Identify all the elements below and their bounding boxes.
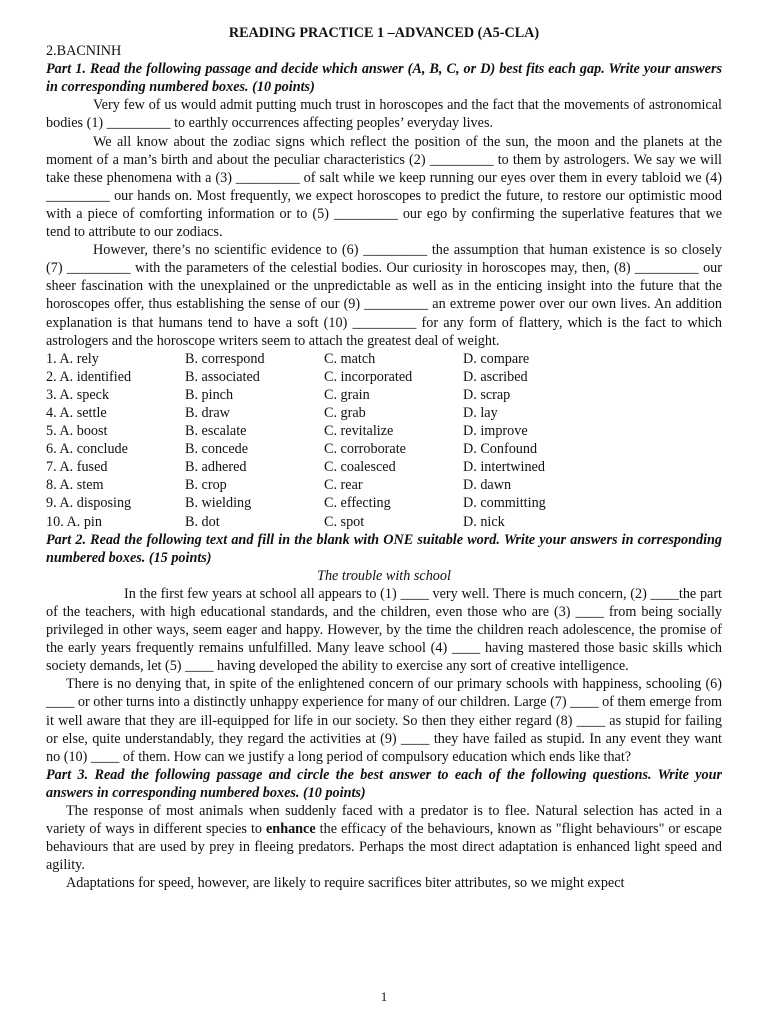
option-b: B. crop — [185, 477, 227, 494]
page-number: 1 — [380, 989, 388, 1004]
option-row — [46, 368, 722, 386]
school-label: 2.BACNINH — [46, 43, 122, 60]
option-b: B. wielding — [185, 495, 252, 512]
part1-paragraph-1: Very few of us would admit putting much trust in horoscopes and the fact that the movements of astronomical bodies (1) _________ to earthly occurrences affecting peoples’ everyday lives. — [46, 97, 722, 132]
option-b: B. escalate — [185, 423, 247, 440]
option-c: C. corroborate — [324, 441, 406, 458]
option-b: B. adhered — [185, 459, 247, 476]
option-c: C. incorporated — [324, 368, 413, 385]
option-d: D. intertwined — [463, 459, 545, 476]
option-a: 10. A. pin — [46, 513, 102, 530]
page-title: READING PRACTICE 1 –ADVANCED (A5-CLA) — [228, 25, 540, 41]
option-a: 9. A. disposing — [46, 495, 132, 512]
option-a: 1. A. rely — [46, 350, 99, 367]
option-d: D. dawn — [463, 477, 512, 494]
option-row — [46, 494, 722, 512]
part1-instruction: Part 1. Read the following passage and decide which answer (A, B, C, or D) best fits each gap. Write your answers in corresponding numbered boxes. (10 points) — [46, 61, 722, 96]
option-c: C. rear — [324, 477, 363, 494]
option-a: 6. A. conclude — [46, 441, 128, 458]
option-b: B. concede — [185, 441, 249, 458]
option-a: 5. A. boost — [46, 423, 108, 440]
option-d: D. scrap — [463, 386, 511, 403]
option-b: B. correspond — [185, 350, 265, 367]
part3-paragraph-2: Adaptations for speed, however, are likely to require sacrifices biter attributes, so we might expect — [66, 875, 625, 892]
part2-paragraph-1: In the first few years at school all appears to (1) ____ very well. There is much concern, (2) ____the part of the teachers, with high educational standards, and the children, even those who are (3) ____ from being socially privileged in other ways, seem eager and happy. However, by the time the children reach adolescence, the promise of the early years frequently remains unfulfilled. Many leave school (4) ____ having mastered those basic skills which society demands, let (5) ____ having developed the ability to exercise any sort of creative intelligence. — [46, 585, 722, 675]
option-b: B. draw — [185, 404, 230, 421]
option-row — [46, 386, 722, 404]
part1-options — [46, 350, 722, 531]
option-d: D. Confound — [463, 441, 538, 458]
option-row — [46, 440, 722, 458]
part2-instruction: Part 2. Read the following text and fill in the blank with ONE suitable word. Write your answers in corresponding numbered boxes. (15 points) — [46, 531, 722, 566]
part2-paragraph-2: There is no denying that, in spite of the enlightened concern of our primary schools with happiness, schooling (6) ____ or other turns into a distinctly unhappy experience for many of our children. Large (7) ____ of them emerge from it well aware that they are ill-equipped for life in our society. So then they either regard (8) ____ as stupid for failing or else, quite understandably, they regard the activities at (9) ____ they have failed as stupid. In any event they want no (10) ____ of them. How can we justify a long period of compulsory education which ends like that? — [46, 676, 722, 765]
option-b: B. dot — [185, 513, 220, 530]
option-c: C. effecting — [324, 495, 391, 512]
option-a: 8. A. stem — [46, 477, 104, 494]
option-c: C. revitalize — [324, 423, 394, 440]
option-row — [46, 513, 722, 531]
option-c: C. grain — [324, 386, 370, 403]
option-c: C. coalesced — [324, 459, 396, 476]
option-d: D. compare — [463, 350, 530, 367]
option-a: 4. A. settle — [46, 404, 107, 421]
part3-p1-before: The response of most animals when suddenly faced with a predator is to flee. Natural selection has acted in a variety of ways in different species to — [46, 803, 722, 838]
part3-keyword: enhance — [266, 821, 316, 838]
option-b: B. associated — [185, 368, 260, 385]
option-c: C. grab — [324, 404, 366, 421]
option-row — [46, 458, 722, 476]
part3-instruction: Part 3. Read the following passage and circle the best answer to each of the following questions. Write your answers in corresponding numbered boxes. (10 points) — [46, 766, 722, 801]
option-a: 2. A. identified — [46, 368, 132, 385]
option-row — [46, 404, 722, 422]
option-a: 7. A. fused — [46, 459, 108, 476]
option-d: D. ascribed — [463, 368, 528, 385]
option-d: D. committing — [463, 495, 546, 512]
option-c: C. match — [324, 350, 376, 367]
option-c: C. spot — [324, 513, 365, 530]
part1-paragraph-2: We all know about the zodiac signs which reflect the position of the sun, the moon and the planets at the moment of a man’s birth and about the peculiar characteristics (2) _________ to them by astrologers. We say we will take these phenomena with a (3) _________ of salt while we keep running our eyes over them in every tabloid we (4) _________ our hands on. Most frequently, we expect horoscopes to predict the future, to restore our optimistic mood with a piece of comforting information or to (5) _________ our ego by confirming the superlative features that we tend to attribute to our zodiacs. — [46, 133, 722, 241]
part2-subtitle: The trouble with school — [317, 567, 451, 584]
option-row — [46, 350, 722, 368]
part1-paragraph-3: However, there’s no scientific evidence to (6) _________ the assumption that human existence is so closely (7) _________ with the parameters of the celestial bodies. Our curiosity in horoscopes may, then, (8) _________ our sheer fascination with the unexplained or the unpredictable as well as in the enticing insight into the future that the horoscopes offer, thus establishing the sense of our (9) _________ an extreme power over our own lives. An addition explanation is that humans tend to have a soft (10) _________ for any form of flattery, which is the fact to which astrologers and the horoscope writers seem to attach the greatest deal of weight. — [46, 242, 722, 349]
option-d: D. lay — [463, 404, 498, 421]
option-row — [46, 422, 722, 440]
option-d: D. improve — [463, 423, 528, 440]
option-d: D. nick — [463, 513, 505, 530]
option-row — [46, 476, 722, 494]
part3-paragraph-1 — [46, 802, 722, 874]
option-b: B. pinch — [185, 386, 234, 403]
part3-p1-after: the efficacy of the behaviours, known as "flight behaviours" or escape behaviours that are used by prey in fleeing predators. Perhaps the most direct adaptation is enhanced light speed and agility. — [46, 821, 722, 874]
option-a: 3. A. speck — [46, 386, 110, 403]
